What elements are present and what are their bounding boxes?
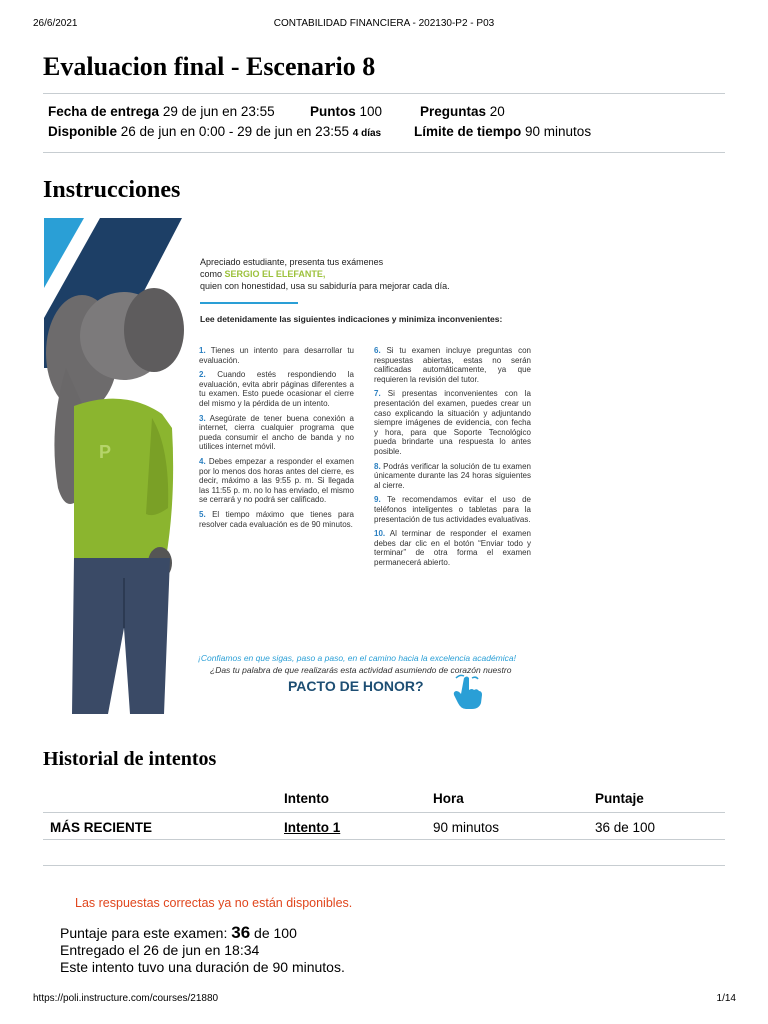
rule-item bbox=[374, 462, 531, 491]
time-limit-value: 90 minutos bbox=[525, 124, 592, 139]
print-page-number: 1/14 bbox=[716, 993, 736, 1004]
pointing-hand-icon bbox=[452, 674, 484, 710]
intro-line-1: Apreciado estudiante, presenta tus exámenes bbox=[200, 257, 384, 267]
row-label: MÁS RECIENTE bbox=[50, 820, 153, 835]
page-title: Evaluacion final - Escenario 8 bbox=[43, 52, 376, 81]
rule-number: 10. bbox=[374, 529, 386, 539]
instructions-heading: Instrucciones bbox=[43, 177, 181, 203]
banner-confiamos bbox=[198, 652, 543, 676]
points-label: Puntos bbox=[310, 104, 356, 119]
rule-text: Te recomendamos evitar el uso de teléfonos inteligentes o tabletas para la presentación de tus actividades evaluativas. bbox=[374, 495, 531, 524]
score-prefix: Puntaje para este examen: bbox=[60, 925, 232, 941]
rule-item bbox=[374, 389, 531, 456]
rule-text: Cuando estés respondiendo la evaluación, evita abrir páginas diferentes a tu examen. Esto puede ocasionar el cierre del mismo y la pérdida de un intento. bbox=[199, 370, 354, 408]
rule-text: Podrás verificar la solución de tu examen únicamente durante las 24 horas siguientes al cierre. bbox=[374, 461, 531, 490]
history-heading: Historial de intentos bbox=[43, 748, 217, 770]
submitted-line: Entregado el 26 de jun en 18:34 bbox=[60, 942, 260, 958]
col-header-time: Hora bbox=[433, 791, 464, 806]
rule-text: Al terminar de responder el examen debes dar clic en el botón “Enviar todo y terminar” de otra forma el examen permanecerá abierto. bbox=[374, 529, 531, 567]
svg-text:P: P bbox=[99, 442, 112, 462]
rule-text: El tiempo máximo que tienes para resolver cada evaluación es de 90 minutos. bbox=[199, 509, 354, 529]
questions-label: Preguntas bbox=[420, 104, 487, 119]
points bbox=[310, 104, 382, 119]
print-title: CONTABILIDAD FINANCIERA - 202130-P2 - P03 bbox=[273, 18, 495, 29]
palabra-text: ¿Das tu palabra de que realizarás esta actividad asumiendo de corazón nuestro bbox=[210, 665, 512, 675]
attempt-link[interactable]: Intento 1 bbox=[284, 820, 341, 835]
rule-item bbox=[374, 495, 531, 524]
banner-lee: Lee detenidamente las siguientes indicaciones y minimiza inconvenientes: bbox=[200, 314, 503, 324]
rule-text: Si presentas inconvenientes con la presentación del examen, puedes crear un caso explicando la situación y adjuntando siempre imágenes de evidencia, con fecha y hora, para que Soporte Tecnológico pueda brindarte una respuesta lo antes posible. bbox=[374, 389, 531, 456]
rule-number: 5. bbox=[199, 509, 206, 519]
divider bbox=[43, 865, 725, 866]
rule-text: Asegúrate de tener buena conexión a internet, cierra cualquier programa que pueda consumir el ancho de banda y no utilices internet móvil. bbox=[199, 413, 354, 452]
attempt-score: 36 de 100 bbox=[595, 820, 656, 835]
rule-number: 3. bbox=[199, 413, 206, 423]
rules-right-column bbox=[374, 346, 531, 572]
rule-item bbox=[199, 370, 354, 408]
time-limit bbox=[414, 124, 591, 139]
due-value: 29 de jun en 23:55 bbox=[162, 104, 275, 119]
col-header-score: Puntaje bbox=[595, 791, 644, 806]
duration-line: Este intento tuvo una duración de 90 minutos. bbox=[60, 959, 345, 975]
available-label: Disponible bbox=[48, 124, 118, 139]
rule-item bbox=[199, 346, 354, 365]
intro-highlight: SERGIO EL ELEFANTE, bbox=[224, 269, 326, 279]
print-date: 26/6/2021 bbox=[33, 18, 78, 29]
rule-item bbox=[199, 457, 354, 505]
questions bbox=[420, 104, 505, 119]
instructions-banner bbox=[44, 218, 548, 714]
rule-text: Si tu examen incluye preguntas con respuestas abiertas, estas no serán calificadas automáticamente, ya que requieren la revisión del tutor. bbox=[374, 346, 531, 384]
score-value: 36 bbox=[231, 923, 251, 942]
rule-item bbox=[199, 414, 354, 452]
score-suffix: de 100 bbox=[250, 925, 297, 941]
score-summary bbox=[60, 924, 345, 976]
availability bbox=[48, 124, 381, 139]
available-value: 26 de jun en 0:00 - 29 de jun en 23:55 bbox=[120, 124, 349, 139]
rule-text: Tienes un intento para desarrollar tu evaluación. bbox=[199, 346, 355, 365]
rule-item bbox=[199, 510, 354, 529]
pacto-title: PACTO DE HONOR? bbox=[288, 678, 424, 694]
rule-number: 1. bbox=[199, 346, 206, 355]
attempt-time: 90 minutos bbox=[433, 820, 500, 835]
due-date bbox=[48, 104, 275, 119]
points-value: 100 bbox=[359, 104, 383, 119]
questions-value: 20 bbox=[489, 104, 505, 119]
divider bbox=[43, 93, 725, 94]
print-url: https://poli.instructure.com/courses/21880 bbox=[33, 993, 219, 1004]
divider bbox=[43, 152, 725, 153]
time-limit-label: Límite de tiempo bbox=[414, 124, 522, 139]
answers-unavailable-notice: Las respuestas correctas ya no están disponibles. bbox=[75, 896, 353, 910]
confiamos-text: ¡Confiamos en que sigas, paso a paso, en el camino hacia la excelencia académica! bbox=[198, 653, 516, 663]
intro-line-2 bbox=[200, 268, 500, 280]
rules-left-column bbox=[199, 346, 354, 534]
rule-number: 4. bbox=[199, 456, 206, 466]
score-line bbox=[60, 924, 345, 942]
rule-number: 7. bbox=[374, 389, 381, 399]
rule-number: 8. bbox=[374, 461, 381, 471]
rule-number: 9. bbox=[374, 495, 381, 505]
available-days: 4 días bbox=[352, 128, 382, 139]
rule-number: 2. bbox=[199, 370, 206, 380]
intro-line-3: quien con honestidad, usa su sabiduría para mejorar cada día. bbox=[200, 281, 450, 291]
rule-text: Debes empezar a responder el examen por lo menos dos horas antes del cierre, es decir, máximo a las 9:55 p. m. Si llegada las 11:55 p. m. no lo has enviado, el mismo se cerrará y no podrá ser calificado. bbox=[199, 456, 354, 505]
banner-intro bbox=[200, 256, 500, 292]
rule-item bbox=[374, 346, 531, 384]
rule-number: 6. bbox=[374, 346, 381, 355]
banner-rule bbox=[200, 302, 298, 304]
rule-item bbox=[374, 529, 531, 567]
col-header-attempt: Intento bbox=[284, 791, 329, 806]
intro-prefix: como bbox=[200, 269, 225, 279]
due-label: Fecha de entrega bbox=[48, 104, 160, 119]
